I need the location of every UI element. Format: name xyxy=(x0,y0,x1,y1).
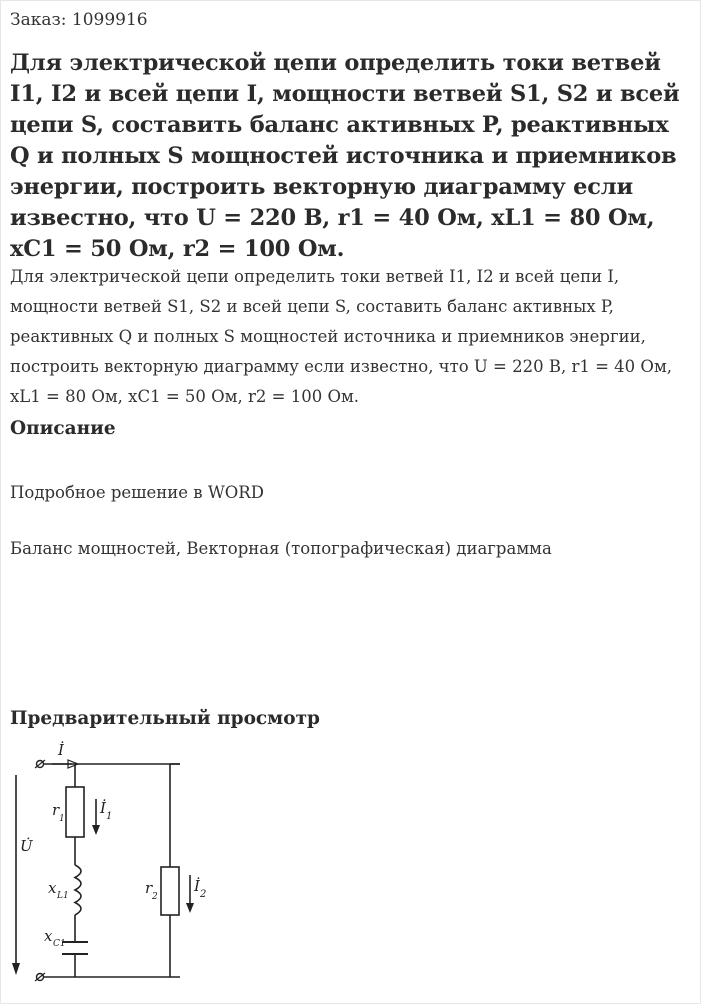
description-line-balance: Баланс мощностей, Векторная (топографическая) диаграмма xyxy=(10,539,552,558)
label-voltage: U̇ xyxy=(20,837,33,855)
description-heading: Описание xyxy=(10,418,116,439)
circuit-diagram xyxy=(0,735,260,997)
label-current-i2-sub: 2 xyxy=(200,889,207,900)
label-xc1: x xyxy=(44,927,53,945)
order-number: Заказ: 1099916 xyxy=(10,10,148,30)
label-current-i1-sub: 1 xyxy=(106,811,113,822)
resistor-r2 xyxy=(161,867,179,915)
label-r1-sub: 1 xyxy=(59,814,65,824)
label-current-i1: İ xyxy=(100,799,106,817)
voltage-arrowhead xyxy=(12,963,20,975)
label-current-i2: İ xyxy=(194,877,200,895)
inductor-xl1 xyxy=(75,865,81,915)
label-xc1-sub: C1 xyxy=(53,939,66,949)
label-current-total: İ xyxy=(58,741,64,759)
description-line-word: Подробное решение в WORD xyxy=(10,483,264,502)
task-text: Для электрической цепи определить токи ветвей I1, I2 и всей цепи I, мощности ветвей S1, S2 и всей цепи S, составить баланс активных P, реактивных Q и полных S мощностей источника и приемников энергии, построить векторную диаграмму если известно, что U = 220 В, r1 = 40 Ом, xL1 = 80 Ом, xC1 = 50 Ом, r2 = 100 Ом. xyxy=(10,267,673,406)
label-xl1: x xyxy=(48,879,57,897)
label-xl1-sub: L1 xyxy=(57,891,69,901)
label-r1: r xyxy=(52,801,60,819)
label-r2: r xyxy=(145,879,153,897)
label-r2-sub: 2 xyxy=(152,892,158,902)
current-i2-arrowhead xyxy=(186,903,194,913)
preview-heading: Предварительный просмотр xyxy=(10,708,320,729)
resistor-r1 xyxy=(66,787,84,837)
page-title: Для электрической цепи определить токи ветвей I1, I2 и всей цепи I, мощности ветвей S1, S2 и всей цепи S, составить баланс активных P, реактивных Q и полных S мощностей источника и приемников энергии, построить векторную диаграмму если известно, что U = 220 В, r1 = 40 Ом, xL1 = 80 Ом, xC1 = 50 Ом, r2 = 100 Ом. xyxy=(10,50,680,262)
current-i1-arrowhead xyxy=(92,825,100,835)
